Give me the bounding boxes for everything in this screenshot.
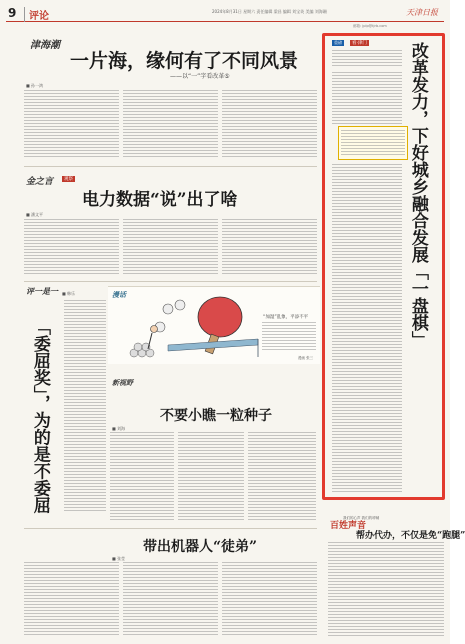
entrust-byline: ■ 韩乐	[62, 291, 76, 296]
entrust-body-col	[64, 300, 106, 513]
divider	[24, 528, 317, 529]
section-name: 评论	[24, 7, 49, 22]
robot-body-col-2	[123, 562, 218, 636]
featured-tag: 重磅	[334, 40, 342, 45]
entrust-column-logo: 评一是一	[26, 286, 58, 296]
robot-body-col-3	[222, 562, 317, 636]
featured-kicker: 看·津门	[352, 41, 367, 46]
electric-headline: 电力数据“说”出了啥	[82, 190, 238, 210]
lead-column-logo: 津海潮	[30, 40, 60, 51]
electric-body-col-1	[24, 219, 119, 275]
cartoon-tag: 漫话	[112, 291, 126, 299]
bottom-right-column-logo: 百姓声音	[330, 521, 367, 531]
electric-body-col-3	[222, 219, 317, 275]
lead-body-col-2	[123, 90, 218, 158]
seed-body-col-3	[248, 432, 316, 522]
electric-kicker: 观察	[64, 177, 73, 182]
bottom-right-headline: 帮办代办，不仅是免“跑腿”	[356, 531, 465, 541]
electric-body-col-2	[123, 219, 218, 275]
entrust-headline: 「委屈奖」，为的是不委屈	[29, 318, 50, 514]
robot-byline: ■ 张莹	[112, 556, 126, 561]
seed-body-col-2	[178, 432, 244, 522]
cartoon-caption-body	[262, 322, 316, 352]
featured-headline: 改革发力，下好城乡融合发展「一盘棋」	[407, 42, 428, 348]
divider	[24, 281, 317, 282]
page-header	[6, 6, 444, 22]
cartoon-artist: 漫画 张三	[298, 356, 314, 360]
featured-body	[332, 164, 402, 494]
lead-body-col-3	[222, 90, 317, 158]
robot-headline: 带出机器人“徒弟”	[143, 539, 258, 555]
electric-column-logo: 金之言	[26, 177, 54, 187]
featured-callout-text	[341, 130, 405, 157]
cartoon-caption: “加湿”乱象，平添不平	[263, 315, 309, 320]
masthead-logo: 天津日报	[406, 8, 438, 17]
electric-byline: ■ 潘文平	[26, 212, 44, 217]
lead-headline: 一片海，缘何有了不同风景	[70, 50, 299, 72]
lead-subhead: ——以“一”字看改革⑤	[170, 73, 230, 80]
page-number: 9	[8, 6, 17, 20]
bottom-right-body	[328, 542, 444, 636]
bottom-right-tagline: 我们的心声 我们的呼喊	[343, 516, 380, 520]
featured-author-block	[332, 50, 402, 68]
featured-body-top	[332, 72, 402, 124]
lead-body-col-1	[24, 90, 119, 158]
editor-email: 邮箱: jplp@tjrb.com	[353, 24, 387, 28]
seed-headline: 不要小瞧一粒种子	[160, 408, 272, 424]
lead-byline: ■ 孙一鸿	[26, 83, 44, 88]
robot-body-col-1	[24, 562, 119, 636]
seed-column-logo: 新视野	[112, 378, 133, 387]
divider	[24, 166, 317, 167]
seed-byline: ■ 刘海	[112, 426, 126, 431]
header-meta: 2024年8月31日 星期六 责任编辑 梁昌 编辑 刘宝英 美编 刘海珊	[212, 9, 327, 14]
seed-body-col-1	[110, 432, 174, 522]
